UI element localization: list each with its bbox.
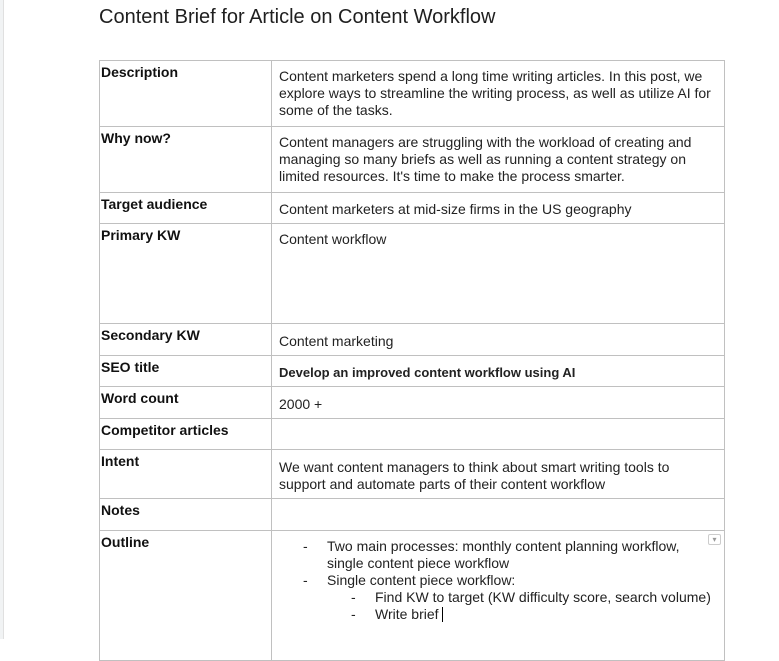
list-item [279, 538, 716, 572]
table-row [100, 224, 725, 324]
description-label[interactable]: Description [100, 61, 272, 127]
page-left-edge [0, 0, 4, 639]
why-now-label[interactable]: Why now? [100, 127, 272, 193]
outline-label[interactable]: Outline [100, 531, 272, 661]
seo-title-cell[interactable] [272, 356, 725, 387]
word-count-label[interactable]: Word count [100, 387, 272, 419]
list-item [327, 606, 716, 623]
intent-label[interactable]: Intent [100, 450, 272, 499]
table-row [100, 61, 725, 127]
table-row [100, 387, 725, 419]
outline-subitem-text: Find KW to target (KW difficulty score, search volume) [375, 589, 711, 605]
competitor-articles-value[interactable] [272, 419, 725, 450]
intent-value[interactable]: We want content managers to think about smart writing tools to support and automate parts of their content workflow [272, 450, 725, 499]
target-audience-value[interactable]: Content marketers at mid-size firms in the US geography [272, 193, 725, 224]
text-cursor [442, 607, 443, 622]
table-row [100, 499, 725, 531]
primary-kw-label[interactable]: Primary KW [100, 224, 272, 324]
outline-list [279, 538, 716, 623]
notes-label[interactable]: Notes [100, 499, 272, 531]
secondary-kw-value[interactable]: Content marketing [272, 324, 725, 356]
table-row [100, 356, 725, 387]
why-now-value[interactable]: Content managers are struggling with the workload of creating and managing so many briefs as well as running a content strategy on limited resources. It's time to make the process smarter. [272, 127, 725, 193]
table-row [100, 193, 725, 224]
seo-title-value: Develop an improved content workflow using AI [279, 365, 576, 380]
notes-value[interactable] [272, 499, 725, 531]
outline-item-text: Two main processes: monthly content planning workflow, single content piece workflow [327, 538, 680, 571]
outline-sublist [327, 589, 716, 623]
table-row [100, 450, 725, 499]
competitor-articles-label[interactable]: Competitor articles [100, 419, 272, 450]
primary-kw-value[interactable]: Content workflow [272, 224, 725, 324]
chevron-down-icon[interactable]: ▾ [708, 534, 721, 545]
target-audience-label[interactable]: Target audience [100, 193, 272, 224]
list-item [327, 589, 716, 606]
document-title[interactable]: Content Brief for Article on Content Workflow [99, 6, 496, 28]
table-row [100, 419, 725, 450]
outline-cell[interactable] [272, 531, 725, 661]
outline-subitem-text: Write brief [375, 606, 439, 622]
table-row [100, 127, 725, 193]
word-count-value[interactable]: 2000 + [272, 387, 725, 419]
seo-title-label[interactable]: SEO title [100, 356, 272, 387]
table-row [100, 324, 725, 356]
list-item [279, 572, 716, 623]
secondary-kw-label[interactable]: Secondary KW [100, 324, 272, 356]
description-value[interactable]: Content marketers spend a long time writing articles. In this post, we explore ways to streamline the writing process, as well as utilize AI for some of the tasks. [272, 61, 725, 127]
table-row [100, 531, 725, 661]
content-brief-table [99, 60, 725, 661]
outline-item-text: Single content piece workflow: [327, 572, 516, 588]
